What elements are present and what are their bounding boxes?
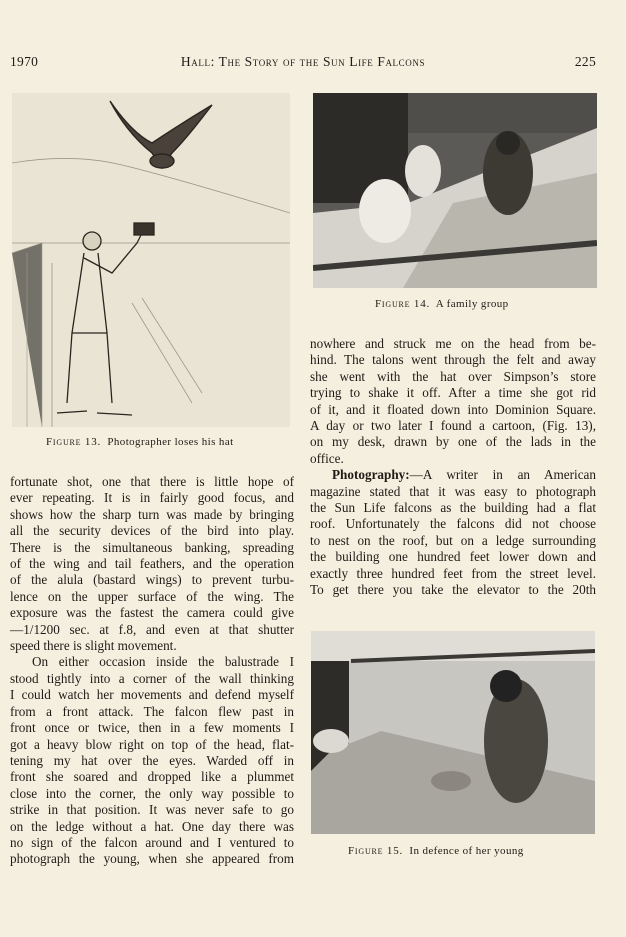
- left-p2-line-9: close into the corner, the only way possible to: [10, 785, 294, 801]
- figure-14-caption-text: A family group: [435, 298, 509, 310]
- left-p2-line-8: front she soared and dropped like a plummet: [10, 769, 294, 785]
- right-line-1: nowhere and struck me on the head from be-: [310, 336, 596, 351]
- page-number: 225: [574, 54, 596, 69]
- right-p2-line-2: the Sun Life falcons as the building had a flat: [310, 500, 596, 516]
- figure-13-cartoon: [12, 93, 290, 427]
- right-p2-line-4: to nest on the roof, but on a ledge surrounding: [310, 532, 596, 548]
- left-column-text: [10, 474, 294, 868]
- left-p2-line-1: On either occasion inside the balustrade I: [32, 654, 294, 670]
- right-line-3: she went with the hat over Simpson’s store: [310, 368, 596, 384]
- right-p2-line-1: magazine stated that it was easy to photograph: [310, 483, 596, 499]
- right-p2-line-6: exactly three hundred feet from the street level.: [310, 565, 596, 581]
- left-p2-line-3: I could watch her movements and defend myself: [10, 687, 294, 703]
- figure-14-caption: [375, 298, 509, 310]
- left-line-3: shows how the sharp turn was made by bringing: [10, 506, 294, 522]
- left-line-1: fortunate shot, one that there is little hope of: [10, 474, 294, 489]
- right-line-2: hind. The talons went through the felt and away: [310, 352, 596, 368]
- left-line-10: —1/1200 sec. at f.8, and even at that shutter: [10, 621, 294, 637]
- figure-14-label: Figure 14.: [375, 298, 431, 310]
- figure-15-caption: [348, 845, 524, 857]
- header-year: 1970: [10, 54, 39, 69]
- left-line-7: of the alula (bastard wings) to prevent turbu-: [10, 572, 294, 588]
- header-title: Hall: The Story of the Sun Life Falcons: [180, 54, 426, 69]
- figure-13-caption: [46, 436, 234, 448]
- figure-13-caption-text: Photographer loses his hat: [107, 436, 234, 448]
- figure-13-label: Figure 13.: [46, 436, 102, 448]
- right-line-7: on my desk, drawn by one of the lads in the: [310, 434, 596, 450]
- left-line-5: There is the simultaneous banking, spreading: [10, 539, 294, 555]
- right-line-5: of it, and it floated down into Dominion Square.: [310, 401, 596, 417]
- photography-paragraph-first-line: [310, 467, 596, 483]
- left-line-6: of the wing and tail feathers, and the operation: [10, 556, 294, 572]
- left-line-2: ever repeating. It is in fairly good focus, and: [10, 490, 294, 506]
- left-line-4: all the security devices of the bird into play.: [10, 523, 294, 539]
- left-p2-line-11: on the ledge without a hat. One day there was: [10, 818, 294, 834]
- figure-15-photo: [311, 631, 595, 834]
- right-line-4: trying to shake it off. After a time she got rid: [310, 385, 596, 401]
- figure-14-photo: [313, 93, 597, 288]
- right-line-8: office.: [310, 450, 344, 466]
- right-column-text: [310, 336, 596, 599]
- running-header: [10, 54, 596, 72]
- right-p2-line-5: the building one hundred feet lower down and: [310, 549, 596, 565]
- left-p2-line-10: strike in that position. It was never safe to go: [10, 802, 294, 818]
- figure-15-caption-text: In defence of her young: [409, 845, 524, 857]
- right-p2-line-7: To get there you take the elevator to the 20th: [310, 582, 596, 598]
- left-p2-line-4: from a front attack. The falcon flew past in: [10, 703, 294, 719]
- photography-heading: Photography:: [332, 467, 410, 483]
- left-p2-line-13: photograph the young, when she appeared from: [10, 851, 294, 867]
- left-line-8: lence on the upper surface of the wing. The: [10, 588, 294, 604]
- left-p2-line-5: front once or twice, then in a few moments I: [10, 720, 294, 736]
- left-line-9: exposure was the fastest the camera could give: [10, 605, 294, 621]
- right-line-6: A day or two later I found a cartoon, (Fig. 13),: [310, 418, 596, 434]
- left-line-11: speed there is slight movement.: [10, 638, 177, 654]
- left-p2-line-12: no sign of the falcon around and I ventured to: [10, 834, 294, 850]
- left-p2-line-6: got a heavy blow right on top of the head, flat-: [10, 736, 294, 752]
- left-p2-line-7: tening my hat over the eyes. Warded off in: [10, 752, 294, 768]
- right-p2-line-3: roof. Unfortunately the falcons did not choose: [310, 516, 596, 532]
- figure-15-label: Figure 15.: [348, 845, 404, 857]
- left-p2-line-2: stood tightly into a corner of the wall thinking: [10, 670, 294, 686]
- photography-first-line-text: —A writer in an American: [409, 467, 596, 483]
